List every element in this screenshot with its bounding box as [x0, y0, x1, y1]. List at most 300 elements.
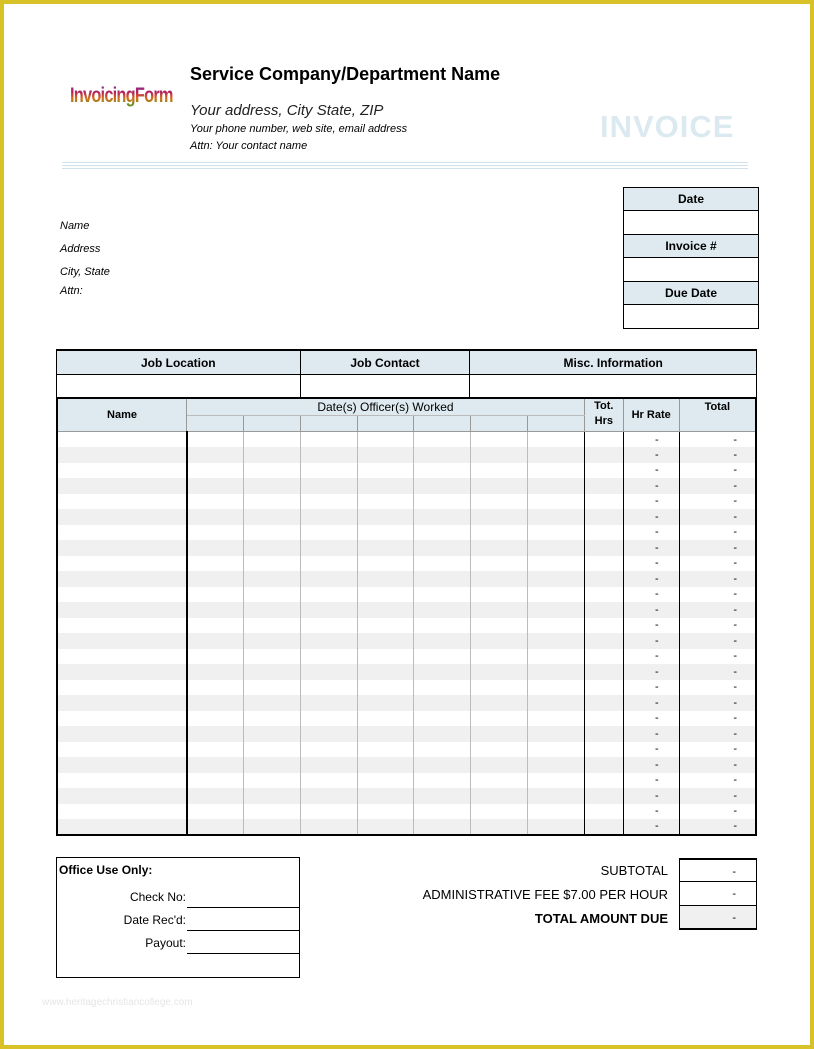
row-hours-cell[interactable] — [584, 726, 623, 742]
row-date-cell[interactable] — [243, 618, 300, 634]
row-date-cell[interactable] — [528, 633, 585, 649]
row-date-cell[interactable] — [187, 571, 244, 587]
row-date-cell[interactable] — [357, 773, 414, 789]
row-date-cell[interactable] — [528, 478, 585, 494]
row-date-cell[interactable] — [357, 478, 414, 494]
row-date-cell[interactable] — [243, 432, 300, 448]
row-rate-cell: - — [623, 494, 679, 510]
row-date-cell[interactable] — [243, 571, 300, 587]
row-date-cell[interactable] — [414, 494, 471, 510]
row-total-cell: - — [679, 757, 756, 773]
row-hours-cell[interactable] — [584, 788, 623, 804]
row-date-cell[interactable] — [528, 556, 585, 572]
job-info-table — [56, 349, 757, 399]
row-date-cell[interactable] — [471, 602, 528, 618]
date-received-label: Date Rec'd: — [123, 913, 186, 927]
row-total-cell: - — [679, 447, 756, 463]
row-date-cell[interactable] — [528, 494, 585, 510]
row-date-cell[interactable] — [414, 680, 471, 696]
service-row — [57, 773, 756, 789]
row-date-cell[interactable] — [357, 819, 414, 835]
row-date-cell[interactable] — [300, 463, 357, 479]
row-date-cell[interactable] — [243, 478, 300, 494]
row-date-cell[interactable] — [414, 726, 471, 742]
row-total-cell: - — [679, 633, 756, 649]
row-date-cell[interactable] — [471, 447, 528, 463]
row-name-cell[interactable] — [57, 726, 187, 742]
row-date-cell[interactable] — [471, 680, 528, 696]
row-date-cell[interactable] — [187, 618, 244, 634]
row-date-cell[interactable] — [414, 633, 471, 649]
row-date-cell[interactable] — [471, 463, 528, 479]
row-date-cell[interactable] — [528, 571, 585, 587]
row-date-cell[interactable] — [357, 664, 414, 680]
row-date-cell[interactable] — [300, 819, 357, 835]
row-name-cell[interactable] — [57, 556, 187, 572]
row-date-cell[interactable] — [414, 773, 471, 789]
row-date-cell[interactable] — [243, 602, 300, 618]
row-date-cell[interactable] — [414, 602, 471, 618]
bill-to-address[interactable]: Address — [60, 243, 101, 255]
bill-to-name[interactable]: Name — [60, 220, 90, 232]
row-date-cell[interactable] — [528, 447, 585, 463]
row-date-cell[interactable] — [357, 633, 414, 649]
row-date-cell[interactable] — [243, 494, 300, 510]
row-date-cell[interactable] — [243, 742, 300, 758]
row-date-cell[interactable] — [243, 695, 300, 711]
row-date-cell[interactable] — [414, 571, 471, 587]
row-date-cell[interactable] — [471, 587, 528, 603]
row-hours-cell[interactable] — [584, 478, 623, 494]
row-date-cell[interactable] — [243, 463, 300, 479]
row-rate-cell: - — [623, 432, 679, 448]
row-hours-cell[interactable] — [584, 509, 623, 525]
row-date-cell[interactable] — [471, 711, 528, 727]
row-date-cell[interactable] — [187, 711, 244, 727]
misc-information-field[interactable] — [470, 375, 757, 399]
row-date-cell[interactable] — [528, 695, 585, 711]
date-received-row — [59, 908, 300, 931]
row-date-cell[interactable] — [528, 757, 585, 773]
payout-field[interactable] — [187, 953, 300, 954]
row-hours-cell[interactable] — [584, 680, 623, 696]
due-date-field[interactable] — [624, 305, 758, 328]
row-rate-cell: - — [623, 726, 679, 742]
row-date-cell[interactable] — [300, 587, 357, 603]
row-date-cell[interactable] — [243, 773, 300, 789]
service-row — [57, 540, 756, 556]
row-date-cell[interactable] — [243, 525, 300, 541]
row-hours-cell[interactable] — [584, 757, 623, 773]
row-date-cell[interactable] — [528, 602, 585, 618]
row-hours-cell[interactable] — [584, 618, 623, 634]
row-date-cell[interactable] — [471, 788, 528, 804]
row-date-cell[interactable] — [414, 819, 471, 835]
row-date-cell[interactable] — [243, 757, 300, 773]
row-date-cell[interactable] — [243, 664, 300, 680]
service-row — [57, 587, 756, 603]
row-date-cell[interactable] — [187, 680, 244, 696]
row-date-cell[interactable] — [187, 556, 244, 572]
row-date-cell[interactable] — [528, 788, 585, 804]
date-label: Date — [624, 188, 758, 211]
row-date-cell[interactable] — [243, 509, 300, 525]
row-name-cell[interactable] — [57, 804, 187, 820]
row-name-cell[interactable] — [57, 509, 187, 525]
row-date-cell[interactable] — [187, 525, 244, 541]
row-total-cell: - — [679, 788, 756, 804]
row-date-cell[interactable] — [300, 540, 357, 556]
row-date-cell[interactable] — [187, 633, 244, 649]
row-date-cell[interactable] — [528, 432, 585, 448]
row-name-cell[interactable] — [57, 463, 187, 479]
row-date-cell[interactable] — [243, 819, 300, 835]
row-date-cell[interactable] — [471, 819, 528, 835]
row-date-cell[interactable] — [187, 649, 244, 665]
row-date-cell[interactable] — [528, 463, 585, 479]
row-total-cell: - — [679, 478, 756, 494]
row-hours-cell[interactable] — [584, 649, 623, 665]
row-date-cell[interactable] — [528, 540, 585, 556]
service-row — [57, 571, 756, 587]
row-rate-cell: - — [623, 587, 679, 603]
row-date-cell[interactable] — [243, 726, 300, 742]
row-date-cell[interactable] — [357, 711, 414, 727]
row-date-cell[interactable] — [300, 571, 357, 587]
row-date-cell[interactable] — [414, 804, 471, 820]
admin-fee-value: - — [679, 882, 757, 906]
row-name-cell[interactable] — [57, 819, 187, 835]
service-row — [57, 463, 756, 479]
row-date-cell[interactable] — [528, 680, 585, 696]
row-date-cell[interactable] — [357, 571, 414, 587]
row-name-cell[interactable] — [57, 602, 187, 618]
row-date-cell[interactable] — [187, 664, 244, 680]
row-hours-cell[interactable] — [584, 819, 623, 835]
service-row — [57, 618, 756, 634]
row-date-cell[interactable] — [471, 525, 528, 541]
row-date-cell[interactable] — [414, 509, 471, 525]
row-date-cell[interactable] — [357, 432, 414, 448]
row-name-cell[interactable] — [57, 618, 187, 634]
row-date-cell[interactable] — [243, 649, 300, 665]
row-name-cell[interactable] — [57, 680, 187, 696]
row-name-cell[interactable] — [57, 664, 187, 680]
row-hours-cell[interactable] — [584, 494, 623, 510]
row-rate-cell: - — [623, 649, 679, 665]
row-date-cell[interactable] — [300, 556, 357, 572]
row-total-cell: - — [679, 540, 756, 556]
row-hours-cell[interactable] — [584, 587, 623, 603]
row-date-cell[interactable] — [300, 788, 357, 804]
row-date-cell[interactable] — [357, 618, 414, 634]
row-date-cell[interactable] — [471, 494, 528, 510]
row-date-cell[interactable] — [414, 447, 471, 463]
row-date-cell[interactable] — [471, 695, 528, 711]
row-total-cell: - — [679, 680, 756, 696]
row-total-cell: - — [679, 804, 756, 820]
row-hours-cell[interactable] — [584, 804, 623, 820]
row-date-cell[interactable] — [243, 680, 300, 696]
row-date-cell[interactable] — [243, 711, 300, 727]
row-hours-cell[interactable] — [584, 463, 623, 479]
row-date-cell[interactable] — [357, 742, 414, 758]
row-date-cell[interactable] — [471, 478, 528, 494]
row-date-cell[interactable] — [528, 773, 585, 789]
row-hours-cell[interactable] — [584, 432, 623, 448]
row-date-cell[interactable] — [414, 618, 471, 634]
row-total-cell: - — [679, 587, 756, 603]
row-date-cell[interactable] — [414, 788, 471, 804]
row-date-cell[interactable] — [414, 463, 471, 479]
date-field[interactable] — [624, 211, 758, 235]
company-address: Your address, City State, ZIP — [190, 102, 384, 119]
date-subheader — [300, 415, 357, 432]
row-rate-cell: - — [623, 618, 679, 634]
row-hours-cell[interactable] — [584, 773, 623, 789]
row-date-cell[interactable] — [243, 540, 300, 556]
row-date-cell[interactable] — [414, 540, 471, 556]
job-contact-header: Job Contact — [300, 350, 470, 375]
row-date-cell[interactable] — [300, 680, 357, 696]
service-row — [57, 788, 756, 804]
row-date-cell[interactable] — [300, 757, 357, 773]
row-date-cell[interactable] — [357, 695, 414, 711]
row-total-cell: - — [679, 664, 756, 680]
row-date-cell[interactable] — [187, 742, 244, 758]
row-date-cell[interactable] — [528, 509, 585, 525]
row-date-cell[interactable] — [471, 556, 528, 572]
row-date-cell[interactable] — [187, 757, 244, 773]
row-date-cell[interactable] — [471, 633, 528, 649]
row-hours-cell[interactable] — [584, 633, 623, 649]
row-date-cell[interactable] — [300, 742, 357, 758]
row-date-cell[interactable] — [528, 618, 585, 634]
row-total-cell: - — [679, 695, 756, 711]
row-date-cell[interactable] — [187, 478, 244, 494]
row-rate-cell: - — [623, 556, 679, 572]
row-date-cell[interactable] — [528, 726, 585, 742]
row-hours-cell[interactable] — [584, 525, 623, 541]
row-date-cell[interactable] — [357, 757, 414, 773]
row-hours-cell[interactable] — [584, 540, 623, 556]
row-hours-cell[interactable] — [584, 602, 623, 618]
row-date-cell[interactable] — [300, 633, 357, 649]
row-date-cell[interactable] — [357, 525, 414, 541]
row-date-cell[interactable] — [357, 788, 414, 804]
row-date-cell[interactable] — [300, 649, 357, 665]
row-date-cell[interactable] — [187, 695, 244, 711]
payout-row — [59, 931, 300, 954]
row-hours-cell[interactable] — [584, 556, 623, 572]
row-date-cell[interactable] — [357, 494, 414, 510]
row-name-cell[interactable] — [57, 695, 187, 711]
row-date-cell[interactable] — [187, 602, 244, 618]
row-date-cell[interactable] — [187, 726, 244, 742]
row-date-cell[interactable] — [357, 649, 414, 665]
row-name-cell[interactable] — [57, 540, 187, 556]
row-date-cell[interactable] — [357, 509, 414, 525]
row-date-cell[interactable] — [528, 819, 585, 835]
row-date-cell[interactable] — [414, 711, 471, 727]
row-name-cell[interactable] — [57, 587, 187, 603]
row-date-cell[interactable] — [414, 556, 471, 572]
row-date-cell[interactable] — [357, 726, 414, 742]
service-row — [57, 494, 756, 510]
row-date-cell[interactable] — [243, 447, 300, 463]
row-date-cell[interactable] — [300, 726, 357, 742]
row-date-cell[interactable] — [357, 556, 414, 572]
row-hours-cell[interactable] — [584, 664, 623, 680]
bill-to-attn[interactable]: Attn: — [60, 285, 83, 297]
service-row — [57, 602, 756, 618]
row-date-cell[interactable] — [471, 571, 528, 587]
row-date-cell[interactable] — [471, 757, 528, 773]
row-hours-cell[interactable] — [584, 447, 623, 463]
row-name-cell[interactable] — [57, 478, 187, 494]
row-date-cell[interactable] — [357, 587, 414, 603]
row-date-cell[interactable] — [357, 447, 414, 463]
row-date-cell[interactable] — [528, 664, 585, 680]
date-subheader — [357, 415, 414, 432]
row-rate-cell: - — [623, 525, 679, 541]
row-date-cell[interactable] — [414, 695, 471, 711]
row-date-cell[interactable] — [243, 556, 300, 572]
row-date-cell[interactable] — [187, 587, 244, 603]
row-date-cell[interactable] — [300, 478, 357, 494]
row-date-cell[interactable] — [528, 525, 585, 541]
row-total-cell: - — [679, 819, 756, 835]
row-date-cell[interactable] — [471, 509, 528, 525]
row-hours-cell[interactable] — [584, 742, 623, 758]
row-date-cell[interactable] — [471, 432, 528, 448]
row-rate-cell: - — [623, 742, 679, 758]
service-row — [57, 556, 756, 572]
row-date-cell[interactable] — [357, 463, 414, 479]
office-use-box — [56, 857, 300, 978]
invoice-number-field[interactable] — [624, 258, 758, 282]
row-date-cell[interactable] — [357, 680, 414, 696]
row-date-cell[interactable] — [528, 711, 585, 727]
row-date-cell[interactable] — [300, 447, 357, 463]
row-date-cell[interactable] — [471, 618, 528, 634]
row-name-cell[interactable] — [57, 742, 187, 758]
row-date-cell[interactable] — [414, 649, 471, 665]
job-location-field[interactable] — [57, 375, 301, 399]
row-date-cell[interactable] — [187, 494, 244, 510]
row-date-cell[interactable] — [528, 742, 585, 758]
row-name-cell[interactable] — [57, 757, 187, 773]
service-row — [57, 649, 756, 665]
row-date-cell[interactable] — [300, 432, 357, 448]
row-date-cell[interactable] — [300, 509, 357, 525]
invoice-title: INVOICE — [600, 109, 735, 144]
row-date-cell[interactable] — [187, 804, 244, 820]
row-date-cell[interactable] — [187, 432, 244, 448]
row-date-cell[interactable] — [300, 773, 357, 789]
office-use-title: Office Use Only: — [59, 863, 153, 877]
row-date-cell[interactable] — [300, 664, 357, 680]
row-date-cell[interactable] — [528, 649, 585, 665]
row-date-cell[interactable] — [187, 540, 244, 556]
row-name-cell[interactable] — [57, 633, 187, 649]
row-date-cell[interactable] — [414, 432, 471, 448]
row-date-cell[interactable] — [414, 664, 471, 680]
row-date-cell[interactable] — [243, 587, 300, 603]
name-column-header: Name — [57, 398, 187, 432]
row-date-cell[interactable] — [187, 463, 244, 479]
row-date-cell[interactable] — [471, 649, 528, 665]
row-total-cell: - — [679, 649, 756, 665]
row-date-cell[interactable] — [414, 742, 471, 758]
row-hours-cell[interactable] — [584, 711, 623, 727]
row-date-cell[interactable] — [243, 804, 300, 820]
row-date-cell[interactable] — [471, 773, 528, 789]
row-date-cell[interactable] — [187, 788, 244, 804]
row-date-cell[interactable] — [300, 695, 357, 711]
row-date-cell[interactable] — [187, 773, 244, 789]
total-hours-header — [584, 398, 623, 432]
row-date-cell[interactable] — [300, 525, 357, 541]
row-date-cell[interactable] — [414, 525, 471, 541]
row-date-cell[interactable] — [243, 633, 300, 649]
row-name-cell[interactable] — [57, 649, 187, 665]
row-date-cell[interactable] — [414, 478, 471, 494]
row-date-cell[interactable] — [471, 742, 528, 758]
row-date-cell[interactable] — [528, 587, 585, 603]
service-row — [57, 478, 756, 494]
row-date-cell[interactable] — [300, 494, 357, 510]
row-date-cell[interactable] — [300, 711, 357, 727]
row-name-cell[interactable] — [57, 525, 187, 541]
row-date-cell[interactable] — [300, 618, 357, 634]
row-hours-cell[interactable] — [584, 695, 623, 711]
company-contact-line: Your phone number, web site, email address — [190, 123, 408, 135]
row-name-cell[interactable] — [57, 494, 187, 510]
row-date-cell[interactable] — [300, 602, 357, 618]
row-date-cell[interactable] — [243, 788, 300, 804]
row-name-cell[interactable] — [57, 432, 187, 448]
row-date-cell[interactable] — [414, 757, 471, 773]
date-subheader — [471, 415, 528, 432]
row-date-cell[interactable] — [357, 540, 414, 556]
row-date-cell[interactable] — [414, 587, 471, 603]
row-name-cell[interactable] — [57, 571, 187, 587]
row-name-cell[interactable] — [57, 711, 187, 727]
row-rate-cell: - — [623, 447, 679, 463]
bill-to-city-state[interactable]: City, State — [60, 266, 110, 278]
row-date-cell[interactable] — [187, 447, 244, 463]
row-date-cell[interactable] — [357, 602, 414, 618]
row-name-cell[interactable] — [57, 447, 187, 463]
payout-label: Payout: — [145, 936, 186, 950]
row-date-cell[interactable] — [187, 509, 244, 525]
row-date-cell[interactable] — [187, 819, 244, 835]
row-total-cell: - — [679, 742, 756, 758]
row-date-cell[interactable] — [471, 664, 528, 680]
row-date-cell[interactable] — [471, 540, 528, 556]
service-row — [57, 757, 756, 773]
row-date-cell[interactable] — [471, 726, 528, 742]
row-date-cell[interactable] — [300, 804, 357, 820]
row-date-cell[interactable] — [471, 804, 528, 820]
row-name-cell[interactable] — [57, 788, 187, 804]
row-date-cell[interactable] — [528, 804, 585, 820]
row-date-cell[interactable] — [357, 804, 414, 820]
row-name-cell[interactable] — [57, 773, 187, 789]
job-contact-field[interactable] — [300, 375, 470, 399]
row-hours-cell[interactable] — [584, 571, 623, 587]
